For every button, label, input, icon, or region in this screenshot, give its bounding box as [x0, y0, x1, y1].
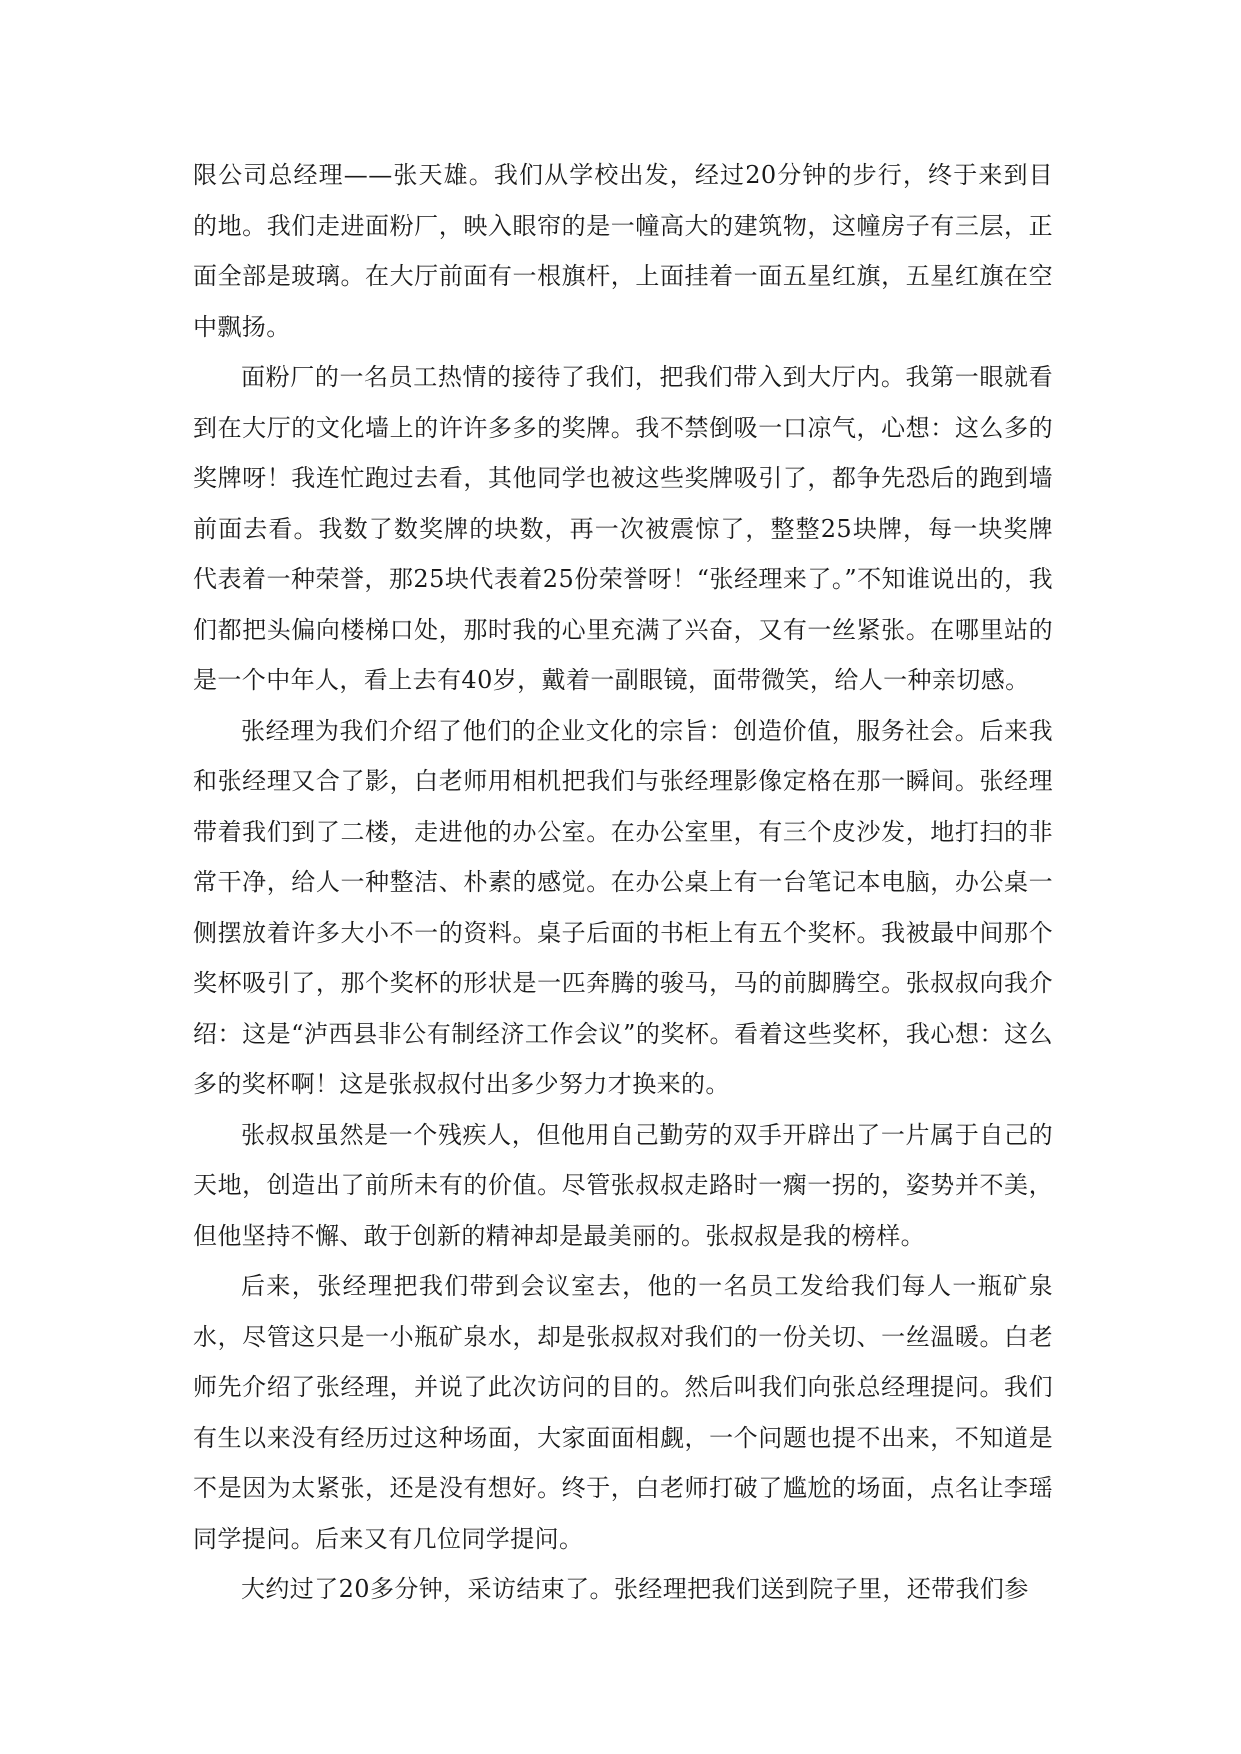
paragraph-1: 限公司总经理——张天雄。我们从学校出发，经过20分钟的步行，终于来到目的地。我们走进面粉厂，映入眼帘的是一幢高大的建筑物，这幢房子有三层，正面全部是玻璃。在大厅前面有一根旗杆，上面挂着一面五星红旗，五星红旗在空中飘扬。 [193, 161, 1053, 341]
paragraph-4: 张叔叔虽然是一个残疾人，但他用自己勤劳的双手开辟出了一片属于自己的天地，创造出了前所未有的价值。尽管张叔叔走路时一瘸一拐的，姿势并不美，但他坚持不懈、敢于创新的精神却是最美丽的。张叔叔是我的榜样。 [193, 1120, 1053, 1250]
paragraph-3: 张经理为我们介绍了他们的企业文化的宗旨：创造价值，服务社会。后来我和张经理又合了影，白老师用相机把我们与张经理影像定格在那一瞬间。张经理带着我们到了二楼，走进他的办公室。在办公室里，有三个皮沙发，地打扫的非常干净，给人一种整洁、朴素的感觉。在办公桌上有一台笔记本电脑，办公桌一侧摆放着许多大小不一的资料。桌子后面的书柜上有五个奖杯。我被最中间那个奖杯吸引了，那个奖杯的形状是一匹奔腾的骏马，马的前脚腾空。张叔叔向我介绍：这是“泸西县非公有制经济工作会议”的奖杯。看着这些奖杯，我心想：这么多的奖杯啊！这是张叔叔付出多少努力才换来的。 [193, 716, 1053, 1098]
paragraph-2: 面粉厂的一名员工热情的接待了我们，把我们带入到大厅内。我第一眼就看到在大厅的文化墙上的许许多多的奖牌。我不禁倒吸一口凉气，心想：这么多的奖牌呀！我连忙跑过去看，其他同学也被这些奖牌吸引了，都争先恐后的跑到墙前面去看。我数了数奖牌的块数，再一次被震惊了，整整25块牌，每一块奖牌代表着一种荣誉，那25块代表着25份荣誉呀！“张经理来了。”不知谁说出的，我们都把头偏向楼梯口处，那时我的心里充满了兴奋，又有一丝紧张。在哪里站的是一个中年人，看上去有40岁，戴着一副眼镜，面带微笑，给人一种亲切感。 [193, 363, 1053, 694]
paragraph-5: 后来，张经理把我们带到会议室去，他的一名员工发给我们每人一瓶矿泉水，尽管这只是一小瓶矿泉水，却是张叔叔对我们的一份关切、一丝温暖。白老师先介绍了张经理，并说了此次访问的目的。然后叫我们向张总经理提问。我们有生以来没有经历过这种场面，大家面面相觑，一个问题也提不出来，不知道是不是因为太紧张，还是没有想好。终于，白老师打破了尴尬的场面，点名让李瑶同学提问。后来又有几位同学提问。 [193, 1272, 1053, 1553]
paragraph-6: 大约过了20多分钟，采访结束了。张经理把我们送到院子里，还带我们参 [241, 1575, 1029, 1603]
article-body [193, 150, 1053, 1615]
